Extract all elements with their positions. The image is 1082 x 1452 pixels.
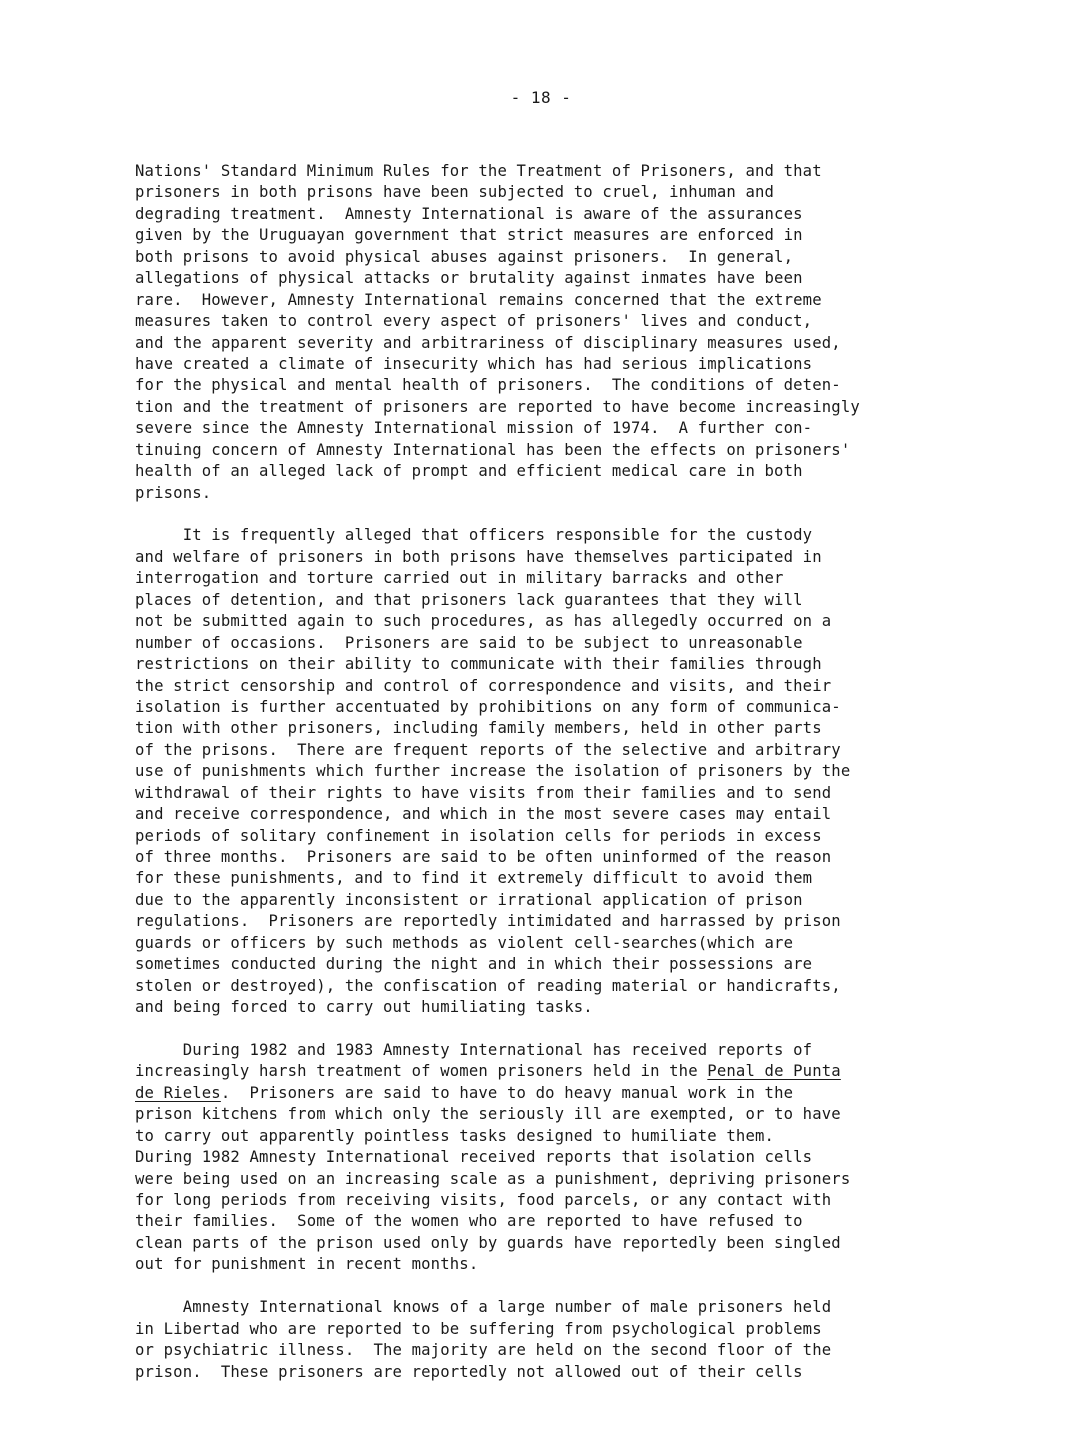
- text-line: places of detention, and that prisoners lack guarantees that they will: [135, 590, 803, 609]
- text-line: stolen or destroyed), the confiscation of reading material or handicrafts,: [135, 976, 841, 995]
- paragraph-2: [135, 525, 965, 1018]
- text-segment: increasingly harsh treatment of women prisoners held in the: [135, 1062, 708, 1081]
- text-line: of the prisons. There are frequent reports of the selective and arbitrary: [135, 740, 841, 759]
- text-line: due to the apparently inconsistent or irrational application of prison: [135, 890, 803, 909]
- text-line: their families. Some of the women who are reported to have refused to: [135, 1212, 803, 1231]
- prison-name-underlined: Penal de Punta: [707, 1062, 841, 1081]
- text-line: measures taken to control every aspect of prisoners' lives and conduct,: [135, 312, 813, 331]
- text-line: and the apparent severity and arbitrariness of disciplinary measures used,: [135, 333, 841, 352]
- text-line: for these punishments, and to find it extremely difficult to avoid them: [135, 869, 813, 888]
- text-line: and welfare of prisoners in both prisons have themselves participated in: [135, 547, 822, 566]
- text-line: tion with other prisoners, including family members, held in other parts: [135, 719, 822, 738]
- text-line: [135, 1083, 965, 1104]
- text-line: interrogation and torture carried out in military barracks and other: [135, 569, 784, 588]
- text-line: It is frequently alleged that officers responsible for the custody: [135, 526, 813, 545]
- document-body: [135, 161, 965, 1383]
- text-line: not be submitted again to such procedures, as has allegedly occurred on a: [135, 612, 832, 631]
- text-line: rare. However, Amnesty International remains concerned that the extreme: [135, 290, 822, 309]
- text-line: prisons.: [135, 483, 212, 502]
- text-line: withdrawal of their rights to have visits from their families and to send: [135, 783, 832, 802]
- paragraph-gap: [135, 1276, 965, 1297]
- text-line: in Libertad who are reported to be suffering from psychological problems: [135, 1319, 822, 1338]
- text-line: periods of solitary confinement in isolation cells for periods in excess: [135, 826, 822, 845]
- text-line: prisoners in both prisons have been subjected to cruel, inhuman and: [135, 183, 775, 202]
- text-line: degrading treatment. Amnesty International is aware of the assurances: [135, 204, 803, 223]
- text-line: and being forced to carry out humiliating tasks.: [135, 998, 593, 1017]
- paragraph-gap: [135, 504, 965, 525]
- text-line: prison. These prisoners are reportedly not allowed out of their cells: [135, 1362, 803, 1381]
- text-line: to carry out apparently pointless tasks designed to humiliate them.: [135, 1126, 775, 1145]
- text-line: sometimes conducted during the night and in which their possessions are: [135, 955, 813, 974]
- text-line: Amnesty International knows of a large number of male prisoners held: [135, 1298, 832, 1317]
- page-number: - 18 -: [510, 88, 572, 107]
- text-line: prison kitchens from which only the seriously ill are exempted, or to have: [135, 1105, 841, 1124]
- text-line: both prisons to avoid physical abuses against prisoners. In general,: [135, 247, 794, 266]
- text-line: were being used on an increasing scale as a punishment, depriving prisoners: [135, 1169, 851, 1188]
- text-line: regulations. Prisoners are reportedly intimidated and harrassed by prison: [135, 912, 841, 931]
- text-line: number of occasions. Prisoners are said to be subject to unreasonable: [135, 633, 803, 652]
- text-line: given by the Uruguayan government that strict measures are enforced in: [135, 226, 803, 245]
- text-line: the strict censorship and control of correspondence and visits, and their: [135, 676, 832, 695]
- text-line: have created a climate of insecurity which has had serious implications: [135, 354, 813, 373]
- text-line: for long periods from receiving visits, food parcels, or any contact with: [135, 1191, 832, 1209]
- text-line: During 1982 Amnesty International received reports that isolation cells: [135, 1148, 813, 1167]
- text-line: isolation is further accentuated by prohibitions on any form of communica-: [135, 697, 841, 716]
- text-line: Nations' Standard Minimum Rules for the Treatment of Prisoners, and that: [135, 162, 822, 180]
- text-line: for the physical and mental health of prisoners. The conditions of deten-: [135, 376, 841, 395]
- text-line: [135, 1061, 965, 1082]
- text-line: restrictions on their ability to communicate with their families through: [135, 655, 822, 674]
- text-line: clean parts of the prison used only by guards have reportedly been singled: [135, 1233, 841, 1252]
- text-line: or psychiatric illness. The majority are held on the second floor of the: [135, 1341, 832, 1360]
- paragraph-3: [135, 1040, 965, 1276]
- paragraph-gap: [135, 1019, 965, 1040]
- text-line: guards or officers by such methods as violent cell-searches(which are: [135, 933, 794, 952]
- paragraph-1: [135, 161, 965, 504]
- text-line: of three months. Prisoners are said to be often uninformed of the reason: [135, 848, 832, 866]
- text-line: severe since the Amnesty International mission of 1974. A further con-: [135, 419, 813, 438]
- prison-name-underlined: de Rieles: [135, 1083, 221, 1102]
- paragraph-4: [135, 1297, 965, 1383]
- text-segment: . Prisoners are said to have to do heavy manual work in the: [220, 1083, 794, 1102]
- text-line: health of an alleged lack of prompt and efficient medical care in both: [135, 462, 803, 481]
- text-line: tinuing concern of Amnesty International has been the effects on prisoners': [135, 440, 851, 459]
- text-line: and receive correspondence, and which in the most severe cases may entail: [135, 805, 832, 824]
- text-line: out for punishment in recent months.: [135, 1255, 479, 1274]
- text-line: During 1982 and 1983 Amnesty International has received reports of: [135, 1040, 813, 1059]
- text-line: allegations of physical attacks or brutality against inmates have been: [135, 269, 803, 288]
- text-line: use of punishments which further increase the isolation of prisoners by the: [135, 762, 851, 781]
- text-line: tion and the treatment of prisoners are reported to have become increasingly: [135, 397, 860, 416]
